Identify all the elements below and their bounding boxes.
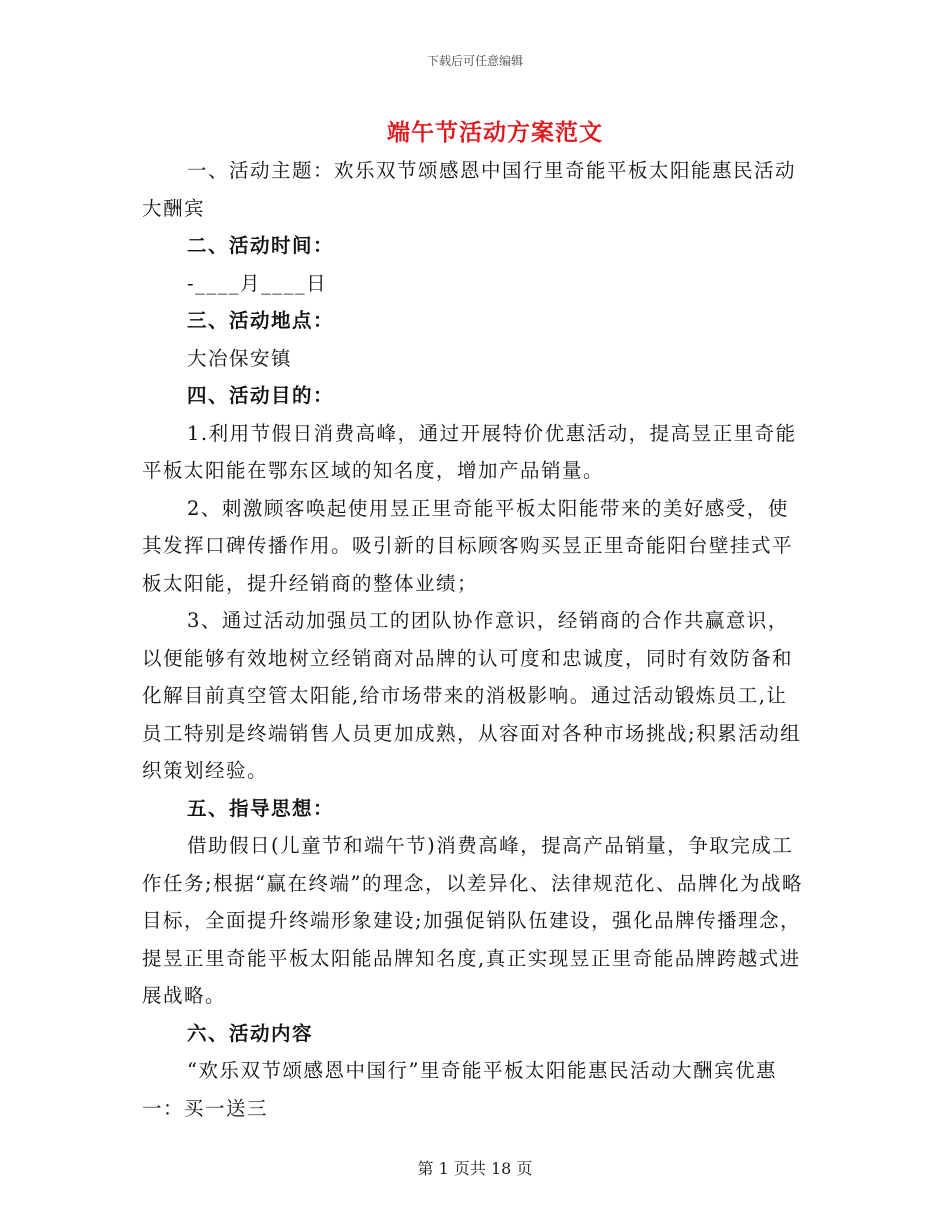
document-title: 端午节活动方案范文 xyxy=(387,119,603,146)
section-content-text: “欢乐双节颂感恩中国行”里奇能平板太阳能惠民活动大酬宾优惠一：买一送三 xyxy=(142,1059,777,1120)
section-location-heading: 三、活动地点： xyxy=(187,309,335,332)
section-location-value: 大冶保安镇 xyxy=(187,346,293,370)
section-content-heading: 六、活动内容 xyxy=(187,1021,314,1045)
section-time-heading: 二、活动时间： xyxy=(187,234,335,257)
purpose-item-1: 1.利用节假日消费高峰，通过开展特价优惠活动，提高昱正里奇能平板太阳能在鄂东区域的知名度，增加产品销量。 xyxy=(142,421,797,482)
section-guiding-text: 借助假日(儿童节和端午节)消费高峰，提高产品销量，争取完成工作任务;根据“赢在终端”的理念，以差异化、法律规范化、品牌化为战略目标，全面提升终端形象建设;加强促销队伍建设，强化品牌传播理念，提昱正里奇能平板太阳能品牌知名度,真正实现昱正里奇能品牌跨越式进展战略。 xyxy=(142,834,804,1007)
purpose-item-3: 3、通过活动加强员工的团队协作意识，经销商的合作共赢意识，以便能够有效地树立经销商对品牌的认可度和忠诚度，同时有效防备和化解目前真空管太阳能,给市场带来的消极影响。通过活动锻炼员工,让员工特别是终端销售人员更加成熟，从容面对各种市场挑战;积累活动组织策划经验。 xyxy=(142,609,802,782)
section-purpose-heading: 四、活动目的： xyxy=(187,384,335,407)
document-body xyxy=(142,152,808,1127)
section-guiding-heading: 五、指导思想： xyxy=(187,796,335,820)
header-note: 下载后可任意编辑 xyxy=(426,54,523,68)
section-theme: 一、活动主题：欢乐双节颂感恩中国行里奇能平板太阳能惠民活动大酬宾 xyxy=(142,159,797,220)
page-number: 第 1 页共 18 页 xyxy=(417,1159,533,1178)
section-time-value: -____月____日 xyxy=(187,271,328,295)
purpose-item-2: 2、刺激顾客唤起使用昱正里奇能平板太阳能带来的美好感受，使其发挥口碑传播作用。吸引新的目标顾客购买昱正里奇能阳台壁挂式平板太阳能，提升经销商的整体业绩； xyxy=(142,496,794,595)
